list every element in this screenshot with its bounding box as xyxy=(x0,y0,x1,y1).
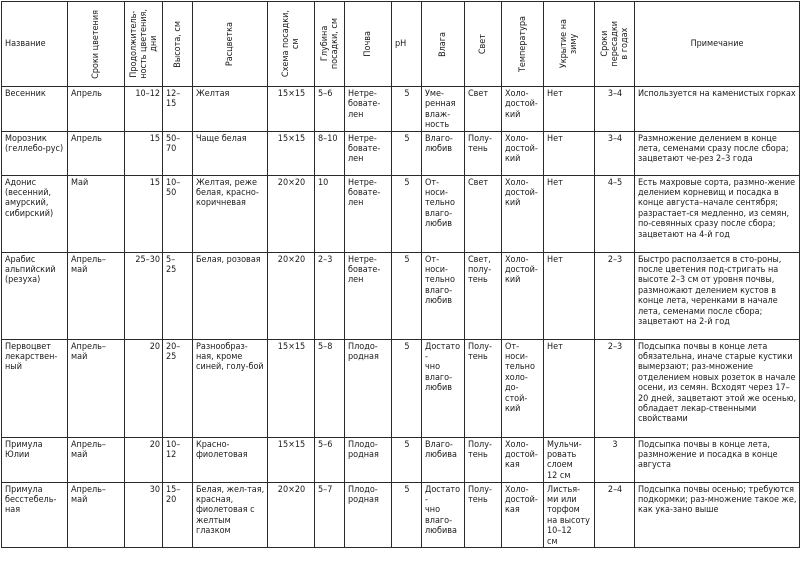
cell-note: Подсыпка почвы в конце лета обязательна, иначе старые кустики вымерзают; раз-множение отделением новых розеток в начале осени, из семян. Всходят через 17–20 дней, зацветают этой же осенью, обладает лекар-ственными свойствами xyxy=(635,339,800,437)
cell-temperature: Холо- достой- кий xyxy=(502,87,544,132)
cell-name: Адонис (весенний, амурский, сибирский) xyxy=(2,175,68,252)
cell-transplant: 2–4 xyxy=(595,482,635,547)
table-row xyxy=(2,482,800,547)
cell-planting-scheme: 15×15 xyxy=(268,131,315,175)
table-row xyxy=(2,339,800,437)
cell-note: Подсыпка почвы в конце лета, размножение и посадка в конце августа xyxy=(635,437,800,482)
cell-transplant: 2–3 xyxy=(595,252,635,339)
cell-planting-scheme: 20×20 xyxy=(268,482,315,547)
cell-height: 12– 15 xyxy=(163,87,193,132)
cell-soil: Нетре- бовате- лен xyxy=(345,87,392,132)
cell-light: Свет, полу- тень xyxy=(465,252,502,339)
cell-color: Красно-фиолетовая xyxy=(193,437,268,482)
cell-transplant: 4–5 xyxy=(595,175,635,252)
cell-planting-depth: 8–10 xyxy=(315,131,345,175)
cell-temperature: От- носи- тельно холо- до- стой- кий xyxy=(502,339,544,437)
cell-bloom-time: Май xyxy=(68,175,125,252)
cell-planting-depth: 5–6 xyxy=(315,437,345,482)
cell-bloom-time: Апрель– май xyxy=(68,437,125,482)
cell-planting-depth: 10 xyxy=(315,175,345,252)
header-bloom-duration: Продолжитель- ность цветения, дни xyxy=(125,2,163,87)
cell-planting-scheme: 15×15 xyxy=(268,437,315,482)
cell-soil: Нетре- бовате- лен xyxy=(345,175,392,252)
cell-height: 50– 70 xyxy=(163,131,193,175)
cell-color: Желтая, реже белая, красно-коричневая xyxy=(193,175,268,252)
cell-color: Белая, жел-тая, красная, фиолетовая с желтым глазком xyxy=(193,482,268,547)
header-color: Расцветка xyxy=(193,2,268,87)
cell-ph: 5 xyxy=(392,252,422,339)
cell-winter-cover: Нет xyxy=(544,131,595,175)
header-bloom-time: Сроки цветения xyxy=(68,2,125,87)
cell-note: Подсыпка почвы осенью; требуются подкормки; раз-множение такое же, как ука-зано выше xyxy=(635,482,800,547)
header-planting-scheme: Схема посадки, см xyxy=(268,2,315,87)
plants-table xyxy=(1,1,800,548)
cell-planting-scheme: 15×15 xyxy=(268,87,315,132)
cell-bloom-duration: 30 xyxy=(125,482,163,547)
plants-table-body xyxy=(2,87,800,548)
cell-name: Весенник xyxy=(2,87,68,132)
header-ph: pH xyxy=(392,2,422,87)
header-name: Название xyxy=(2,2,68,87)
cell-ph: 5 xyxy=(392,175,422,252)
cell-moisture: От- носи- тельно влаго- любив xyxy=(422,175,465,252)
cell-soil: Нетре- бовате- лен xyxy=(345,252,392,339)
cell-transplant: 3–4 xyxy=(595,87,635,132)
cell-winter-cover: Мульчи- ровать слоем 12 см xyxy=(544,437,595,482)
header-height: Высота, см xyxy=(163,2,193,87)
cell-bloom-duration: 15 xyxy=(125,131,163,175)
cell-note: Есть махровые сорта, размно-жение делением корневищ и посадка в конце августа–начале сентября; разрастает-ся медленно, из семян, по-севянных сразу после сбора; зацветают на 4-й год xyxy=(635,175,800,252)
table-row xyxy=(2,437,800,482)
cell-name: Арабис альпийский (резуха) xyxy=(2,252,68,339)
table-row xyxy=(2,175,800,252)
cell-planting-scheme: 20×20 xyxy=(268,175,315,252)
cell-note: Быстро расползается в сто-роны, после цветения под-стригать на высоте 2–3 см от уровня почвы, размножают делением кустов в конце лета, черенками в начале лета, семенами после сбора; зацветают на 2-й год xyxy=(635,252,800,339)
cell-height: 10– 12 xyxy=(163,437,193,482)
cell-planting-scheme: 15×15 xyxy=(268,339,315,437)
cell-bloom-time: Апрель– май xyxy=(68,252,125,339)
cell-bloom-time: Апрель– май xyxy=(68,339,125,437)
cell-winter-cover: Нет xyxy=(544,252,595,339)
cell-height: 20– 25 xyxy=(163,339,193,437)
header-moisture: Влага xyxy=(422,2,465,87)
cell-planting-depth: 2–3 xyxy=(315,252,345,339)
cell-transplant: 3–4 xyxy=(595,131,635,175)
cell-note: Используется на каменистых горках xyxy=(635,87,800,132)
cell-planting-depth: 5–6 xyxy=(315,87,345,132)
cell-moisture: От- носи- тельно влаго- любив xyxy=(422,252,465,339)
cell-moisture: Уме- ренная влаж- ность xyxy=(422,87,465,132)
table-row xyxy=(2,87,800,132)
cell-temperature: Холо- достой- кая xyxy=(502,437,544,482)
cell-bloom-duration: 25–30 xyxy=(125,252,163,339)
cell-soil: Нетре- бовате- лен xyxy=(345,131,392,175)
cell-moisture: Влаго- любив xyxy=(422,131,465,175)
cell-ph: 5 xyxy=(392,339,422,437)
cell-planting-scheme: 20×20 xyxy=(268,252,315,339)
cell-temperature: Холо- достой- кий xyxy=(502,175,544,252)
cell-winter-cover: Нет xyxy=(544,175,595,252)
cell-light: Свет xyxy=(465,87,502,132)
cell-transplant: 3 xyxy=(595,437,635,482)
cell-winter-cover: Нет xyxy=(544,87,595,132)
cell-color: Белая, розовая xyxy=(193,252,268,339)
cell-bloom-duration: 20 xyxy=(125,437,163,482)
table-row xyxy=(2,131,800,175)
cell-moisture: Влаго- любива xyxy=(422,437,465,482)
cell-planting-depth: 5–7 xyxy=(315,482,345,547)
cell-name: Первоцвет лекарствен-ный xyxy=(2,339,68,437)
cell-light: Свет xyxy=(465,175,502,252)
cell-soil: Плодо- родная xyxy=(345,339,392,437)
cell-winter-cover: Нет xyxy=(544,339,595,437)
header-light: Свет xyxy=(465,2,502,87)
cell-bloom-time: Апрель xyxy=(68,131,125,175)
cell-ph: 5 xyxy=(392,437,422,482)
cell-temperature: Холо- достой- кая xyxy=(502,482,544,547)
cell-name: Примула Юлии xyxy=(2,437,68,482)
cell-note: Размножение делением в конце лета, семенами сразу после сбора; зацветают че-рез 2–3 года xyxy=(635,131,800,175)
header-note: Примечание xyxy=(635,2,800,87)
cell-color: Разнообраз-ная, кроме синей, голу-бой xyxy=(193,339,268,437)
cell-light: Полу- тень xyxy=(465,482,502,547)
cell-light: Полу- тень xyxy=(465,131,502,175)
cell-height: 10– 50 xyxy=(163,175,193,252)
cell-bloom-time: Апрель– май xyxy=(68,482,125,547)
cell-winter-cover: Листья- ми или торфом на высоту 10–12 см xyxy=(544,482,595,547)
cell-light: Полу- тень xyxy=(465,437,502,482)
cell-ph: 5 xyxy=(392,131,422,175)
cell-temperature: Холо- достой- кий xyxy=(502,252,544,339)
header-transplant: Сроки пересадки в годах xyxy=(595,2,635,87)
cell-bloom-duration: 20 xyxy=(125,339,163,437)
cell-name: Примула бесстебель-ная xyxy=(2,482,68,547)
cell-bloom-duration: 15 xyxy=(125,175,163,252)
header-row xyxy=(2,2,800,87)
cell-transplant: 2–3 xyxy=(595,339,635,437)
header-soil: Почва xyxy=(345,2,392,87)
cell-temperature: Холо- достой- кий xyxy=(502,131,544,175)
cell-color: Желтая xyxy=(193,87,268,132)
cell-name: Морозник (геллебо-рус) xyxy=(2,131,68,175)
cell-planting-depth: 5–8 xyxy=(315,339,345,437)
cell-soil: Плодо- родная xyxy=(345,482,392,547)
header-planting-depth: Глубина посадки, см xyxy=(315,2,345,87)
cell-ph: 5 xyxy=(392,87,422,132)
cell-moisture: Достато- чно влаго- любива xyxy=(422,482,465,547)
cell-ph: 5 xyxy=(392,482,422,547)
header-winter-cover: Укрытие на зиму xyxy=(544,2,595,87)
cell-height: 5– 25 xyxy=(163,252,193,339)
cell-bloom-duration: 10–12 xyxy=(125,87,163,132)
cell-bloom-time: Апрель xyxy=(68,87,125,132)
cell-color: Чаще белая xyxy=(193,131,268,175)
table-row xyxy=(2,252,800,339)
cell-light: Полу- тень xyxy=(465,339,502,437)
cell-height: 15– 20 xyxy=(163,482,193,547)
header-temperature: Температура xyxy=(502,2,544,87)
cell-moisture: Достато- чно влаго- любив xyxy=(422,339,465,437)
cell-soil: Плодо- родная xyxy=(345,437,392,482)
